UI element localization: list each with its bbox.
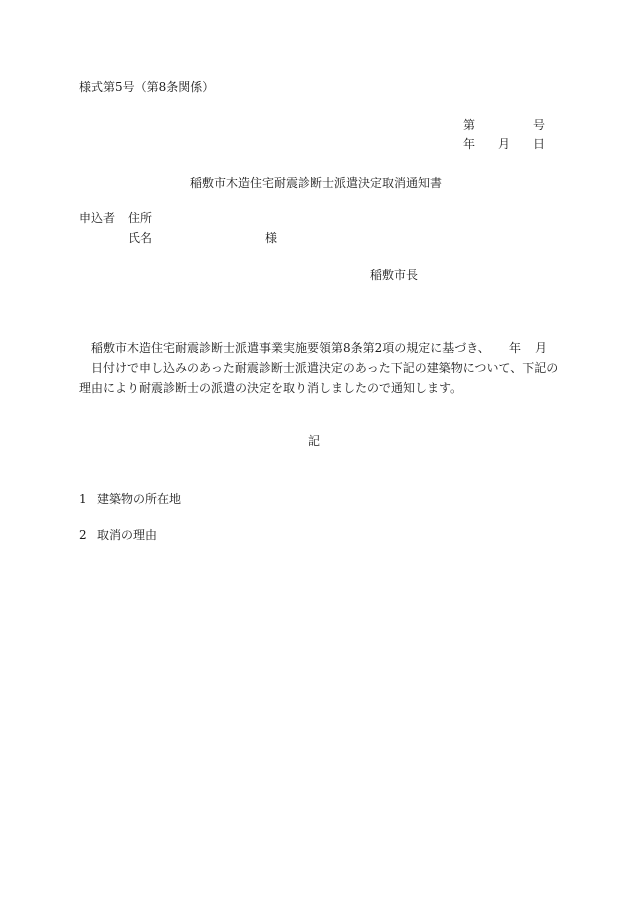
date-month-label: 月 (498, 137, 511, 151)
list-item-label: 建築物の所在地 (97, 492, 182, 506)
date-day-label: 日 (533, 137, 546, 151)
body-text-line-3: 理由により耐震診断士の派遣の決定を取り消しましたので通知します。 (79, 381, 463, 395)
list-item-label: 取消の理由 (97, 528, 158, 542)
body-text-line-1: 稲敷市木造住宅耐震診断士派遣事業実施要領第8条第2項の規定に基づき、 (91, 341, 490, 355)
honorific: 様 (265, 231, 278, 245)
document-number-prefix: 第 (463, 118, 476, 132)
body-text-line-2: 日付けで申し込みのあった耐震診断士派遣決定のあった下記の建築物について、下記の (91, 361, 559, 375)
applicant-name-label: 氏名 (128, 231, 153, 245)
list-item-number: 2 (79, 528, 87, 542)
date-year-label: 年 (463, 137, 476, 151)
document-number-suffix: 号 (533, 118, 546, 132)
applicant-label: 申込者 (79, 211, 116, 225)
issuer-name: 稲敷市長 (370, 268, 419, 282)
ki-heading: 記 (308, 434, 321, 448)
list-item-number: 1 (79, 492, 87, 506)
applicant-address-label: 住所 (128, 211, 153, 225)
document-title: 稲敷市木造住宅耐震診断士派遣決定取消通知書 (190, 176, 443, 190)
form-number-label: 様式第5号（第8条関係） (79, 80, 215, 94)
body-month-label: 月 (535, 341, 548, 355)
body-year-label: 年 (509, 341, 522, 355)
